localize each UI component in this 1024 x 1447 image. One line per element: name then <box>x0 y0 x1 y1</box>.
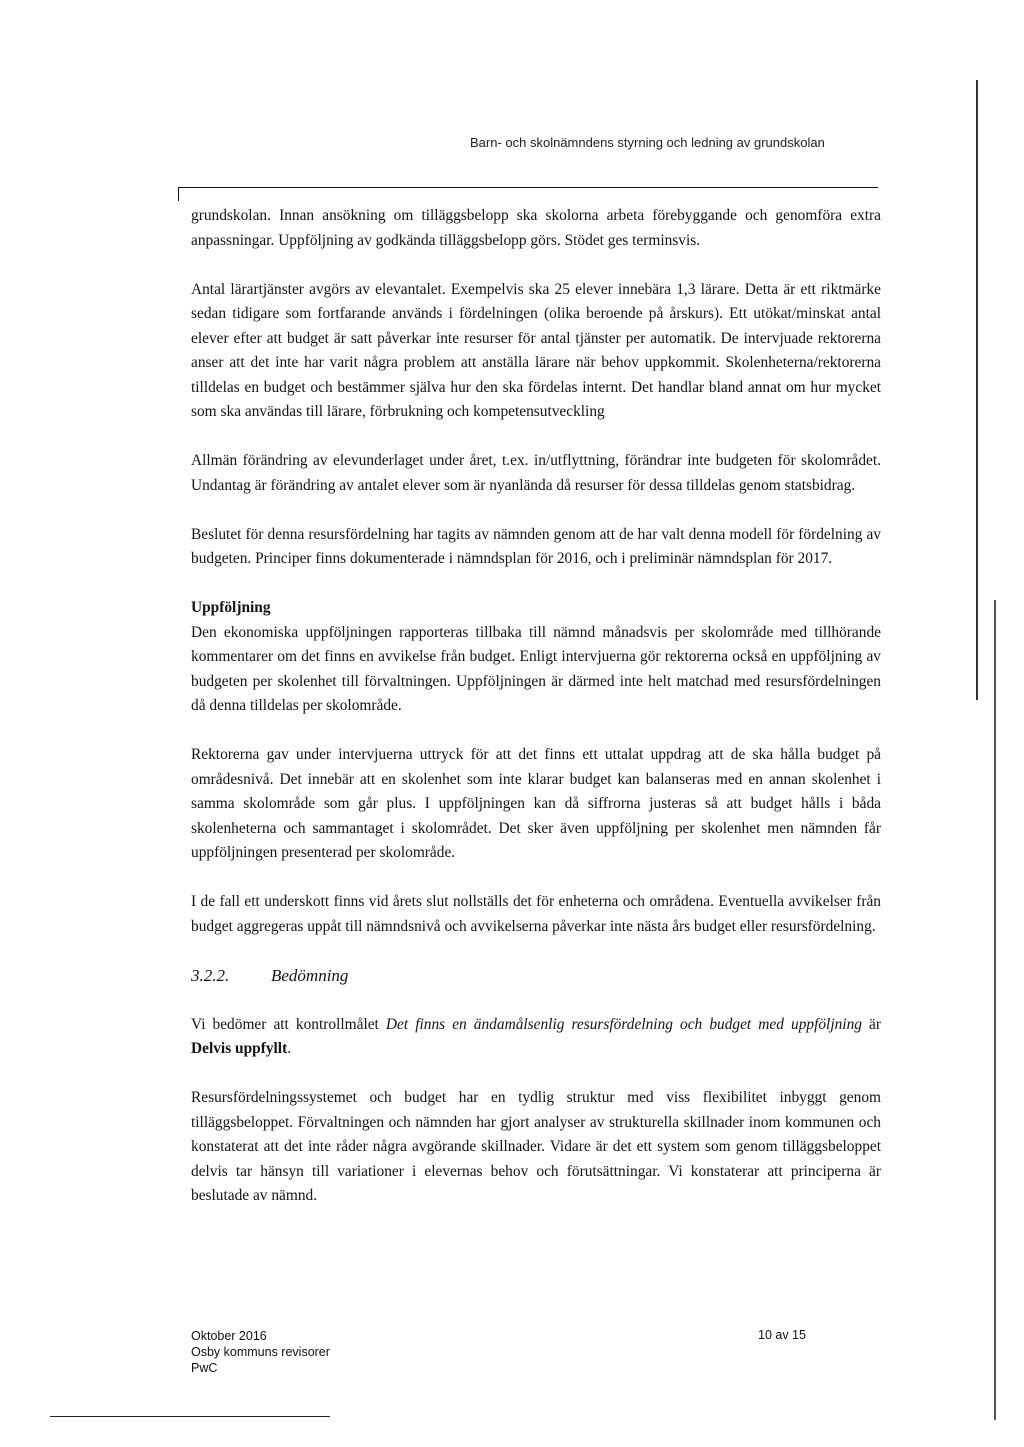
scan-edge-line-lower <box>994 600 996 1420</box>
subsection-title: Bedömning <box>271 965 349 985</box>
scan-edge-line <box>976 80 978 700</box>
assessment-middle: är <box>861 1015 881 1033</box>
control-objective: Det finns en ändamålsenlig resursfördelning och budget med uppföljning <box>385 1015 862 1033</box>
paragraph: Allmän förändring av elevunderlaget under året, t.ex. in/utflyttning, förändrar inte budgeten för skolområdet. Undantag är förändring av antalet elever som är nyanlända då resurser för dessa tilldelas genom statsbidrag. <box>191 452 881 494</box>
footer-date: Oktober 2016 <box>191 1329 267 1343</box>
paragraph: Den ekonomiska uppföljningen rapporteras tillbaka till nämnd månadsvis per skolområde med tillhörande kommentarer om det finns en avvikelse från budget. Enligt intervjuerna gör rektorerna också en uppföljning av budgeten per skolenhet till förvaltningen. Uppföljningen är därmed inte helt matchad med resursfördelningen då denna tilldelas per skolområde. <box>191 623 881 714</box>
paragraph: Antal lärartjänster avgörs av elevantalet. Exempelvis ska 25 elever innebära 1,3 lärare. Detta är ett riktmärke sedan tidigare som fortfarande används i fördelningen (olika beroende på årskurs). Ett utökat/minskat antal elever efter att budget är satt påverkar inte resurser för antal tjänster per automatik. De intervjuade rektorerna anser att det inte har varit några problem att anställa lärare när behov uppkommit. Skolenheterna/rektorerna tilldelas en budget och bestämmer själva hur den ska fördelas internt. Det handlar bland annat om hur mycket som ska användas till lärare, förbrukning och kompetensutveckling <box>191 280 881 420</box>
page-header-title: Barn- och skolnämndens styrning och ledning av grundskolan <box>470 135 825 150</box>
paragraph: Resursfördelningssystemet och budget har en tydlig struktur med viss flexibilitet inbyggt genom tilläggsbeloppet. Förvaltningen och nämnden har gjort analyser av strukturella skillnader inom kommunen och konstaterat att det inte råder några avgörande skillnader. Vidare är det ett system som genom tilläggsbeloppet delvis tar hänsyn till variationer i elevernas behov och förutsättningar. Vi konstaterar att principerna är beslutade av nämnd. <box>191 1089 881 1204</box>
assessment-prefix: Vi bedömer att kontrollmålet <box>191 1015 386 1033</box>
paragraph: Rektorerna gav under intervjuerna uttryck för att det finns ett uttalat uppdrag att de ska hålla budget på områdesnivå. Det innebär att en skolenhet som inte klarar budget kan balanseras med en annan skolenhet i samma skolområde som går plus. I uppföljningen kan då siffrorna justeras så att budget hålls i båda skolenheterna och sammantaget i skolområdet. Det sker även uppföljning per skolenhet men nämnden får uppföljningen presenterad per skolområde. <box>191 746 881 861</box>
footer-firm: PwC <box>191 1361 218 1375</box>
assessment-verdict: Delvis uppfyllt <box>191 1040 288 1057</box>
subsection-heading <box>191 964 881 989</box>
paragraph: I de fall ett underskott finns vid årets slut nollställs det för enheterna och områdena. Eventuella avvikelser från budget aggregeras uppåt till nämndsnivå och avvikelserna påverkar inte nästa års budget eller resursfördelning. <box>191 893 881 935</box>
paragraph: Beslutet för denna resursfördelning har tagits av nämnden genom att de har valt denna modell för fördelning av budgeten. Principer finns dokumenterade i nämndsplan för 2016, och i preliminär nämndsplan för 2017. <box>191 525 881 567</box>
section-heading-uppfoljning: Uppföljning <box>191 599 271 616</box>
footer-organization: Osby kommuns revisorer <box>191 1345 330 1359</box>
page-number: 10 av 15 <box>758 1328 806 1342</box>
footer-rule <box>50 1416 330 1417</box>
paragraph-assessment <box>191 1013 881 1062</box>
header-rule <box>178 187 878 188</box>
header-rule-tick <box>178 187 179 201</box>
subsection-number: 3.2.2. <box>191 965 230 985</box>
paragraph: grundskolan. Innan ansökning om tilläggsbelopp ska skolorna arbeta förebyggande och genomföra extra anpassningar. Uppföljning av godkända tilläggsbelopp görs. Stödet ges terminsvis. <box>191 207 881 249</box>
page-footer <box>191 1328 330 1376</box>
document-body <box>191 204 881 1233</box>
assessment-suffix: . <box>287 1040 292 1057</box>
